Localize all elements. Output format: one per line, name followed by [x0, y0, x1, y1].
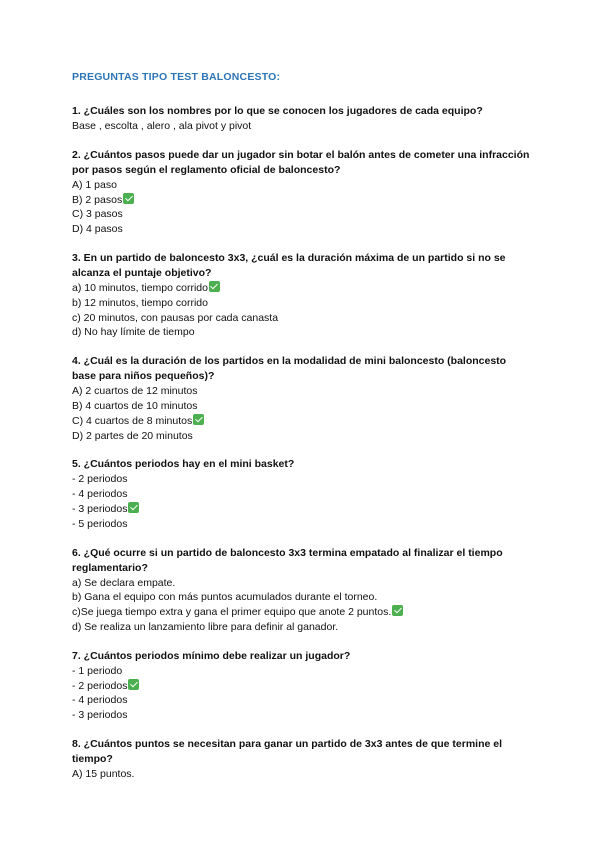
correct-check-icon	[123, 193, 134, 204]
answer-option	[72, 472, 532, 487]
question-text: 7. ¿Cuántos periodos mínimo debe realizar un jugador?	[72, 649, 351, 662]
answer-option	[72, 311, 532, 326]
answer-option	[72, 576, 532, 591]
answer-label: a) 10 minutos, tiempo corrido	[72, 281, 208, 294]
answer-option	[72, 620, 532, 635]
question-text: 3. En un partido de baloncesto 3x3, ¿cuál es la duración máxima de un partido si no se alcanza el puntaje objetivo?	[72, 251, 506, 279]
answer-option	[72, 679, 532, 694]
question-text: 2. ¿Cuántos pasos puede dar un jugador sin botar el balón antes de cometer una infracción por pasos según el reglamento oficial de baloncesto?	[72, 148, 530, 176]
answer-options	[72, 767, 532, 782]
answer-options	[72, 472, 532, 531]
answer-label: d) No hay límite de tiempo	[72, 326, 195, 339]
answer-option	[72, 664, 532, 679]
question-6	[72, 546, 532, 635]
question-text: 5. ¿Cuántos periodos hay en el mini basket?	[72, 458, 295, 471]
answer-option	[72, 708, 532, 723]
answer-label: - 2 periodos	[72, 473, 128, 486]
answer-label: A) 1 paso	[72, 178, 117, 191]
answer-options	[72, 178, 532, 237]
correct-check-icon	[128, 502, 139, 513]
answer-option	[72, 605, 532, 620]
answer-label: b) Gana el equipo con más puntos acumulados durante el torneo.	[72, 591, 378, 604]
answer-label: A) 15 puntos.	[72, 767, 135, 780]
document-title: PREGUNTAS TIPO TEST BALONCESTO:	[72, 71, 281, 83]
answer-option	[72, 222, 532, 237]
question-5	[72, 457, 532, 531]
answer-option	[72, 178, 532, 193]
answer-label: C) 4 cuartos de 8 minutos	[72, 414, 193, 427]
answer-option	[72, 296, 532, 311]
answer-option	[72, 399, 532, 414]
answer-label: B) 2 pasos	[72, 193, 123, 206]
correct-check-icon	[128, 679, 139, 690]
answer-label: - 3 periodos	[72, 502, 128, 515]
answer-label: A) 2 cuartos de 12 minutos	[72, 385, 198, 398]
question-1	[72, 104, 532, 134]
answer-option	[72, 119, 532, 134]
correct-check-icon	[392, 605, 403, 616]
question-7	[72, 649, 532, 723]
question-3	[72, 251, 532, 340]
answer-option	[72, 590, 532, 605]
answer-label: a) Se declara empate.	[72, 576, 176, 589]
answer-option	[72, 281, 532, 296]
answer-option	[72, 767, 532, 782]
answer-options	[72, 281, 532, 340]
question-text: 8. ¿Cuántos puntos se necesitan para ganar un partido de 3x3 antes de que termine el tiempo?	[72, 737, 503, 765]
question-text: 1. ¿Cuáles son los nombres por lo que se conocen los jugadores de cada equipo?	[72, 105, 483, 117]
answer-label: - 5 periodos	[72, 517, 128, 530]
answer-option	[72, 193, 532, 208]
answer-label: b) 12 minutos, tiempo corrido	[72, 296, 208, 309]
answer-option	[72, 502, 532, 517]
answer-label: c) 20 minutos, con pausas por cada canasta	[72, 311, 279, 324]
question-2	[72, 148, 532, 237]
answer-option	[72, 384, 532, 399]
answer-option	[72, 325, 532, 340]
answer-label: B) 4 cuartos de 10 minutos	[72, 399, 198, 412]
answer-label: C) 3 pasos	[72, 208, 123, 221]
correct-check-icon	[193, 414, 204, 425]
question-text: 4. ¿Cuál es la duración de los partidos en la modalidad de mini baloncesto (baloncesto base para niños pequeños)?	[72, 355, 507, 383]
answer-options	[72, 576, 532, 635]
answer-label: - 3 periodos	[72, 709, 128, 722]
answer-label: - 2 periodos	[72, 679, 128, 692]
answer-option	[72, 517, 532, 532]
document-page	[72, 70, 532, 796]
answer-options	[72, 119, 532, 134]
answer-label: d) Se realiza un lanzamiento libre para definir al ganador.	[72, 620, 339, 633]
answer-option	[72, 487, 532, 502]
question-8	[72, 737, 532, 782]
answer-label: D) 4 pasos	[72, 223, 123, 236]
answer-options	[72, 384, 532, 443]
answer-label: - 4 periodos	[72, 694, 128, 707]
answer-options	[72, 664, 532, 723]
question-list	[72, 104, 532, 782]
answer-option	[72, 429, 532, 444]
answer-option	[72, 207, 532, 222]
question-text: 6. ¿Qué ocurre si un partido de baloncesto 3x3 termina empatado al finalizar el tiempo reglamentario?	[72, 546, 503, 574]
answer-label: - 1 periodo	[72, 664, 123, 677]
answer-option	[72, 693, 532, 708]
answer-label: c)Se juega tiempo extra y gana el primer equipo que anote 2 puntos.	[72, 606, 392, 619]
answer-label: Base , escolta , alero , ala pivot y pivot	[72, 120, 252, 132]
correct-check-icon	[209, 281, 220, 292]
answer-label: D) 2 partes de 20 minutos	[72, 429, 193, 442]
question-4	[72, 354, 532, 443]
answer-label: - 4 periodos	[72, 488, 128, 501]
answer-option	[72, 414, 532, 429]
